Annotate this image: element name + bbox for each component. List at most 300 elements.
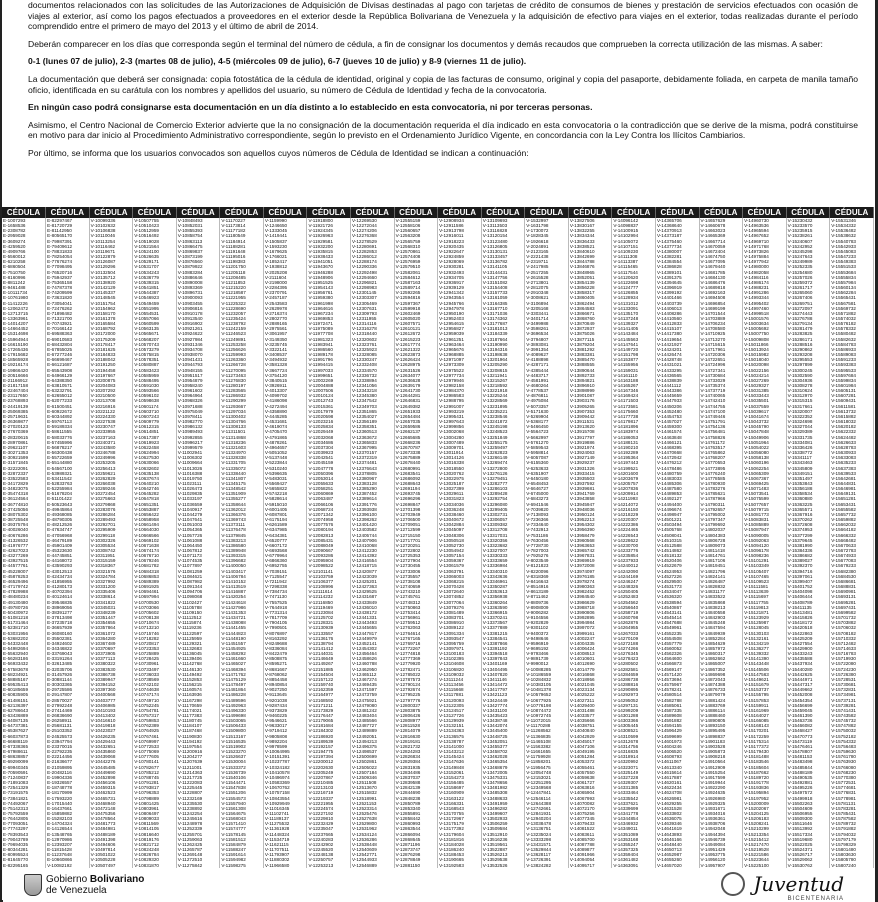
cedula-cell: V-13248523 [481, 429, 525, 434]
cedula-cell: V-12873747 [394, 847, 438, 852]
cedula-cell: V-10324784 [89, 574, 133, 579]
cedula-cell: V-14004335 [568, 641, 612, 646]
cedula-cell: V-12644281 [394, 393, 438, 398]
cedula-cell: V-14984116 [743, 275, 787, 280]
cedula-cell: V-14256640 [612, 605, 656, 610]
cedula-cell: V-15195894 [743, 790, 787, 795]
cedula-cell: V-8422479 [263, 651, 307, 656]
cedula-cell: V-7236366 [525, 517, 569, 522]
cedula-cell: E-73054041 [46, 301, 90, 306]
cedula-cell: V-11661655 [525, 749, 569, 754]
cedula-cell: V-12750863 [394, 605, 438, 610]
cedula-cell: V-10536779 [133, 275, 177, 280]
cedula-cell: V-10769997 [133, 739, 177, 744]
cedula-cell: V-13124517 [438, 708, 482, 713]
cedula-cell: V-15283825 [786, 331, 830, 336]
cedula-cell: V-11938433 [307, 254, 351, 259]
cedula-cell: V-11205118 [220, 270, 264, 275]
cedula-cell: V-15134219 [743, 641, 787, 646]
cedula-cell: V-15272097 [786, 306, 830, 311]
cedula-cell: E-29725586 [46, 687, 90, 692]
cedula-cell: V-13986629 [568, 600, 612, 605]
cedula-cell: E-62655012 [46, 393, 90, 398]
cedula-cell: V-10684318 [133, 569, 177, 574]
cedula-cell: V-13147636 [438, 759, 482, 764]
cedula-cell: V-12416554 [351, 558, 395, 563]
cedula-cell: V-15511646 [786, 821, 830, 826]
cedula-cell: V-10505228 [89, 857, 133, 862]
cedula-cell: E-56878217 [46, 445, 90, 450]
cedula-cell: V-12740659 [394, 584, 438, 589]
cedula-cell: V-13138787 [438, 739, 482, 744]
cedula-cell: V-11554573 [220, 796, 264, 801]
cedula-cell: V-15427554 [786, 641, 830, 646]
cedula-cell: V-13522887 [481, 847, 525, 852]
cedula-cell: V-15803630 [830, 852, 874, 857]
cedula-cell: E-66121687 [46, 362, 90, 367]
cedula-cell: V-12587163 [394, 280, 438, 285]
cedula-cell: V-15540783 [830, 239, 874, 244]
cedula-cell: V-12703949 [394, 512, 438, 517]
cedula-cell: V-5269904 [525, 414, 569, 419]
cedula-cell: V-10452898 [89, 775, 133, 780]
cedula-cell: E-70590591 [2, 770, 46, 775]
cedula-cell: V-11941051 [307, 259, 351, 264]
cedula-cell: V-12858442 [394, 816, 438, 821]
cedula-cell: E-18748778 [46, 785, 90, 790]
cedula-cell: V-13120154 [481, 233, 525, 238]
cedula-cell: V-1419441 [263, 233, 307, 238]
cedula-cell: V-8163292 [263, 636, 307, 641]
cedula-cell: V-14995402 [743, 301, 787, 306]
intro-paragraph-1: documentos relacionados con las solicitudes de las Autorizaciones de Adquisición de Divisas destinadas al pago con tarjetas de crédito de consumos de bienes y prestación de servicios efectuados con ocasión de viajes al exterior, así como los pagos efectuados a proveedores en el exterior desde la República Bolivariana de Venezuela y la adquisición de efectivo para viajes en el exterior, todas realizadas durante el período comprendido entre el primero de mayo del 2013 y el último de abril de 2014. [28, 0, 858, 32]
cedula-cell: V-13141000 [438, 744, 482, 749]
cedula-cell: V-2802770 [263, 316, 307, 321]
intro-paragraph-6: Asimismo, el Centro Nacional de Comercio Exterior advierte que la no consignación de la documentación requerida el día indicado en esta convocatoria o la contradicción que se derive de la misma, podrá constituirse en motivo para dar inicio al Procedimiento Administrativo correspondiente, según lo previsto en el Ordenamiento Jurídico Vigente, en concordancia con la Ley Contra los Ilícitos Cambiarios. [28, 119, 858, 141]
cedula-cell: V-15103349 [743, 563, 787, 568]
cedula-cell: E-40702394 [46, 589, 90, 594]
cedula-cell: V-11072015 [525, 718, 569, 723]
cedula-cell: V-11061088 [176, 538, 220, 543]
cedula-cell: V-13387866 [481, 641, 525, 646]
cedula-cell: V-11245616 [176, 816, 220, 821]
cedula-cell: V-13509584 [481, 826, 525, 831]
cedula-cell: V-15147563 [743, 672, 787, 677]
cedula-cell: V-6607172 [263, 543, 307, 548]
cedula-cell: V-14589608 [655, 713, 699, 718]
cedula-cell: V-14740065 [699, 393, 743, 398]
cedula-cell: V-14881424 [699, 698, 743, 703]
cedula-cell: V-14960730 [743, 218, 787, 223]
cedula-cell: V-14514862 [655, 548, 699, 553]
cedula-cell: V-15098236 [743, 553, 787, 558]
cedula-cell: V-15345809 [786, 466, 830, 471]
cedula-cell: V-13442074 [481, 723, 525, 728]
cedula-cell: V-10824248 [133, 847, 177, 852]
cedula-cell: V-13488633 [481, 796, 525, 801]
cedula-cell: V-11246523 [220, 331, 264, 336]
cedula-cell: V-15397061 [786, 574, 830, 579]
cedula-cell: V-13905265 [568, 404, 612, 409]
cedula-cell: V-10674174 [133, 548, 177, 553]
cedula-cell: V-13163122 [438, 796, 482, 801]
cedula-cell: V-14059638 [568, 775, 612, 780]
cedula-cell: V-10890008 [176, 280, 220, 285]
cedula-cell: V-11335072 [220, 466, 264, 471]
cedula-cell: V-15565431 [830, 295, 874, 300]
cedula-cell: V-15413481 [786, 610, 830, 615]
cedula-cell: E-55144880 [46, 460, 90, 465]
cedula-cell: V-12954615 [438, 321, 482, 326]
cedula-cell: E-22467404 [2, 388, 46, 393]
cedula-cell: V-14363091 [612, 863, 656, 868]
cedula-cell: V-14083611 [568, 832, 612, 837]
cedula-cell: V-12360513 [351, 429, 395, 434]
cedula-cell: E-78393543 [2, 832, 46, 837]
cedula-cell: V-13532526 [481, 863, 525, 868]
cedula-cell: V-10534243 [133, 270, 177, 275]
cedula-cell: V-14554508 [655, 636, 699, 641]
cedula-cell: V-13401169 [481, 661, 525, 666]
cedula-cell: V-12296821 [351, 280, 395, 285]
cedula-cell: V-11557940 [220, 801, 264, 806]
cedula-cell: V-13136751 [525, 826, 569, 831]
cedula-cell: V-11389948 [220, 548, 264, 553]
cedula-cell: V-8940854 [263, 682, 307, 687]
cedula-cell: V-10697994 [133, 594, 177, 599]
cedula-cell: V-11997033 [307, 368, 351, 373]
cedula-cell: V-12251295 [525, 780, 569, 785]
cedula-cell: V-14922290 [699, 785, 743, 790]
cedula-cell: V-11207639 [176, 759, 220, 764]
cedula-cell: V-11983941 [307, 342, 351, 347]
cedula-cell: V-13481982 [481, 785, 525, 790]
cedula-cell: V-10557066 [133, 316, 177, 321]
cedula-cell: V-12639179 [394, 383, 438, 388]
cedula-cell: V-14819451 [699, 563, 743, 568]
cedula-cell: E-44745851 [46, 553, 90, 558]
cedula-cell: V-14316835 [612, 749, 656, 754]
cedula-cell: V-14335542 [612, 796, 656, 801]
cedula-cell: V-12932493 [438, 270, 482, 275]
cedula-cell: V-2543583 [263, 301, 307, 306]
cedula-cell: V-11208485 [220, 275, 264, 280]
cedula-cell: V-13448725 [481, 734, 525, 739]
cedula-cell: V-10579652 [525, 692, 569, 697]
cedula-cell: V-4358890 [263, 409, 307, 414]
cedula-cell: V-15109523 [743, 579, 787, 584]
cedula-cell: V-15768230 [830, 770, 874, 775]
cedula-cell: V-12790124 [394, 682, 438, 687]
cedula-cell: V-12712599 [394, 527, 438, 532]
cedula-cell: V-11276830 [220, 378, 264, 383]
cedula-cell: V-15756483 [830, 744, 874, 749]
cedula-cell: V-15177372 [743, 744, 787, 749]
cedula-cell: V-12367995 [351, 445, 395, 450]
cedula-cell: V-10331200 [89, 584, 133, 589]
cedula-cell: V-11198383 [220, 259, 264, 264]
cedula-cell: V-15215412 [743, 837, 787, 842]
cedula-cell: V-13276126 [481, 471, 525, 476]
cedula-cell: V-14045017 [568, 739, 612, 744]
cedula-cell: V-13167710 [481, 306, 525, 311]
cedula-cell: V-13848965 [568, 270, 612, 275]
cedula-cell: V-15666332 [830, 533, 874, 538]
cedula-cell: V-11621115 [263, 842, 307, 847]
cedula-cell: V-13141105 [481, 264, 525, 269]
cedula-cell: V-11376478 [220, 527, 264, 532]
cedula-cell: V-12995431 [438, 414, 482, 419]
cedula-cell: V-14742410 [699, 398, 743, 403]
cedula-cell: V-13109032 [438, 672, 482, 677]
cedula-cell: V-10852031 [176, 223, 220, 228]
cedula-cell: V-15193836 [743, 785, 787, 790]
cedula-cell: V-13980363 [568, 584, 612, 589]
cedula-cell: V-12878849 [394, 857, 438, 862]
cedula-cell: V-3991354 [525, 347, 569, 352]
cedula-cell: V-14795002 [699, 512, 743, 517]
cedula-cell: V-10266038 [89, 481, 133, 486]
cedula-cell: E-60185659 [2, 687, 46, 692]
cedula-cell: V-10373905 [89, 651, 133, 656]
cedula-cell: V-11177383 [176, 713, 220, 718]
cedula-cell: V-15589083 [830, 352, 874, 357]
cedula-cell: V-11366835 [525, 734, 569, 739]
cedula-cell: E-48212526 [46, 522, 90, 527]
cedula-cell: V-15597684 [830, 373, 874, 378]
cedula-cell: E-70743921 [46, 321, 90, 326]
cedula-cell: V-14505768 [655, 527, 699, 532]
cedula-cell: V-12636628 [394, 378, 438, 383]
cedula-cell: V-13969919 [568, 558, 612, 563]
cedula-cell: V-11961998 [307, 301, 351, 306]
juventud-logo [721, 872, 844, 902]
cedula-cell: V-14426474 [655, 352, 699, 357]
cedula-cell: V-11249891 [220, 337, 264, 342]
cedula-cell: V-14252483 [612, 594, 656, 599]
cedula-cell: V-12235047 [307, 826, 351, 831]
cedula-cell: E-38725548 [2, 517, 46, 522]
cedula-cell: V-14667714 [699, 239, 743, 244]
cedula-cell: V-12154504 [307, 672, 351, 677]
cedula-cell: V-12492051 [351, 734, 395, 739]
cedula-cell: V-12229810 [307, 816, 351, 821]
cedula-cell: V-12071342 [307, 512, 351, 517]
cedula-cell: V-13175179 [438, 821, 482, 826]
cedula-cell: V-10996217 [176, 440, 220, 445]
cedula-cell: V-14585061 [655, 703, 699, 708]
cedula-cell: V-14057550 [568, 770, 612, 775]
cedula-cell: V-11921726 [307, 223, 351, 228]
cedula-cell: V-12250757 [307, 857, 351, 862]
cedula-cell: V-14067993 [568, 796, 612, 801]
cedula-cell: V-10653887 [133, 507, 177, 512]
cedula-cell: V-11266728 [220, 362, 264, 367]
cedula-cell: V-12151885 [307, 667, 351, 672]
cedula-cell: V-14288816 [612, 682, 656, 687]
cedula-cell: V-12628975 [394, 362, 438, 367]
cedula-cell: V-15141390 [743, 656, 787, 661]
cedula-cell: V-12387452 [351, 491, 395, 496]
cedula-cell: V-10327992 [89, 579, 133, 584]
cedula-cell: V-12518991 [351, 796, 395, 801]
cedula-cell: V-11564675 [220, 811, 264, 816]
cedula-cell: V-12427363 [351, 584, 395, 589]
cedula-cell: V-13122305 [438, 703, 482, 708]
cedula-cell: V-15139332 [743, 651, 787, 656]
cedula-cell: V-13149848 [438, 765, 482, 770]
cedula-cell: V-11293667 [220, 404, 264, 409]
cedula-cell: V-13147756 [481, 275, 525, 280]
cedula-cell: V-14454753 [655, 414, 699, 419]
cedula-cell: V-13370241 [481, 615, 525, 620]
cedula-cell: V-15801480 [830, 847, 874, 852]
cedula-cell: V-13050518 [438, 538, 482, 543]
cedula-cell: V-15113639 [743, 589, 787, 594]
cedula-cell: V-11929581 [307, 239, 351, 244]
cedula-cell: V-12722802 [394, 548, 438, 553]
cedula-cell: V-13921974 [568, 445, 612, 450]
cedula-cell: V-10497814 [89, 847, 133, 852]
cedula-cell: V-10237787 [263, 759, 307, 764]
cedula-cell: V-10224330 [89, 414, 133, 419]
cedula-cell: V-13158697 [438, 785, 482, 790]
cedula-cell: V-7827003 [525, 548, 569, 553]
cedula-cell: V-10439068 [89, 754, 133, 759]
cedula-cell: V-13317031 [481, 533, 525, 538]
cedula-cell: V-10546923 [133, 295, 177, 300]
cedula-cell: V-15752182 [830, 734, 874, 739]
cedula-cell: E-56933432 [2, 661, 46, 666]
cedula-cell: V-14063816 [568, 785, 612, 790]
cedula-cell: V-13960568 [568, 538, 612, 543]
cedula-cell: V-15613732 [830, 409, 874, 414]
cedula-cell: V-15293208 [786, 352, 830, 357]
cedula-cell: E-63232791 [46, 388, 90, 393]
cedula-cell: V-15015982 [743, 352, 787, 357]
cedula-cell: V-12762063 [394, 625, 438, 630]
cedula-cell: V-11218587 [220, 290, 264, 295]
cedula-cell: V-12683541 [394, 471, 438, 476]
cedula-cell: V-11986560 [307, 347, 351, 352]
cedula-cell: V-10669102 [133, 538, 177, 543]
cedula-cell: V-14391375 [655, 275, 699, 280]
cedula-cell: V-12420877 [351, 569, 395, 574]
cedula-cell: V-12680991 [394, 466, 438, 471]
cedula-cell: V-14908218 [699, 754, 743, 759]
cedula-cell: V-12826834 [394, 754, 438, 759]
cedula-cell: V-12774818 [394, 651, 438, 656]
cedula-cell: E-1658536 [2, 223, 46, 228]
cedula-cell: V-13231895 [481, 404, 525, 409]
cedula-cell: E-28570027 [46, 698, 90, 703]
cedula-cell: V-14368640 [655, 223, 699, 228]
cedula-cell: V-15551533 [830, 264, 874, 269]
cedula-cell: V-14278423 [612, 656, 656, 661]
cedula-cell: V-12513670 [351, 785, 395, 790]
cedula-cell: V-13115668 [438, 687, 482, 692]
cedula-cell: V-14872043 [699, 677, 743, 682]
cedula-cell: V-13198638 [481, 352, 525, 357]
cedula-cell: V-8595271 [263, 661, 307, 666]
cedula-cell: V-7211942 [263, 579, 307, 584]
cedula-cell: V-11156215 [176, 682, 220, 687]
cedula-cell: V-14029400 [568, 703, 612, 708]
cedula-cell: V-15381990 [786, 543, 830, 548]
cedula-cell: V-14963536 [743, 223, 787, 228]
cedula-cell: V-11969853 [307, 316, 351, 321]
cedula-cell: V-15090005 [743, 533, 787, 538]
cedula-cell: V-11324970 [220, 450, 264, 455]
cedula-cell: V-14337621 [612, 801, 656, 806]
cedula-cell: E-14126544 [46, 826, 90, 831]
cedula-cell: V-13516236 [481, 837, 525, 842]
cedula-cell: V-14412833 [655, 321, 699, 326]
cedula-cell: V-14969710 [743, 239, 787, 244]
cedula-cell: V-13018550 [438, 466, 482, 471]
cedula-cell: V-14715615 [699, 342, 743, 347]
cedula-cell: V-15637383 [830, 466, 874, 471]
cedula-cell: V-12103759 [307, 574, 351, 579]
cedula-cell: E-71240837 [2, 775, 46, 780]
cedula-cell: E-46479189 [46, 538, 90, 543]
cedula-cell: V-14155956 [612, 362, 656, 367]
cedula-cell: V-10491398 [89, 837, 133, 842]
cedula-cell: V-13350287 [481, 584, 525, 589]
cedula-cell: E-26836690 [46, 713, 90, 718]
cedula-cell: V-15261717 [786, 285, 830, 290]
cedula-cell: V-6450180 [525, 476, 569, 481]
cedula-cell: V-8854458 [263, 677, 307, 682]
cedula-cell: V-15716783 [830, 651, 874, 656]
cedula-cell: E-73191575 [2, 790, 46, 795]
cedula-cell: V-13083701 [438, 615, 482, 620]
cedula-cell: V-13927149 [568, 455, 612, 460]
cedula-cell: V-14893150 [699, 723, 743, 728]
cedula-cell: V-14915254 [699, 770, 743, 775]
cedula-cell: V-10612315 [133, 424, 177, 429]
cedula-cell: V-11006302 [176, 455, 220, 460]
cedula-cell: V-14089877 [568, 847, 612, 852]
cedula-cell: V-12529800 [351, 821, 395, 826]
cedula-cell: V-15710332 [830, 636, 874, 641]
cedula-cell: V-12370157 [351, 450, 395, 455]
cedula-cell: V-14159031 [612, 368, 656, 373]
cedula-cell: V-12325923 [351, 347, 395, 352]
cedula-cell: V-11300402 [220, 414, 264, 419]
cedula-cell: V-13143212 [438, 749, 482, 754]
cedula-cell: V-13327007 [481, 548, 525, 553]
cedula-cell: E-20516666 [2, 373, 46, 378]
cedula-cell: V-12157122 [307, 677, 351, 682]
cedula-cell: V-14575967 [655, 682, 699, 687]
cedula-cell: V-14295052 [612, 698, 656, 703]
cedula-cell: E-24419139 [2, 404, 46, 409]
cedula-cell: V-10188042 [89, 357, 133, 362]
cedula-cell: V-10843554 [263, 796, 307, 801]
cedula-cell: V-2123165 [525, 249, 569, 254]
cedula-cell: V-8768062 [263, 672, 307, 677]
cedula-cell: V-11170659 [176, 703, 220, 708]
cedula-cell: V-15123929 [743, 615, 787, 620]
cedula-cell: V-12800327 [394, 703, 438, 708]
cedula-cell: V-13935503 [568, 476, 612, 481]
shield-icon [24, 874, 42, 896]
cedula-cell: V-1852417 [263, 259, 307, 264]
cedula-cell: V-15257026 [786, 275, 830, 280]
cedula-cell: V-14838213 [699, 605, 743, 610]
cedula-cell: E-54332448 [2, 641, 46, 646]
